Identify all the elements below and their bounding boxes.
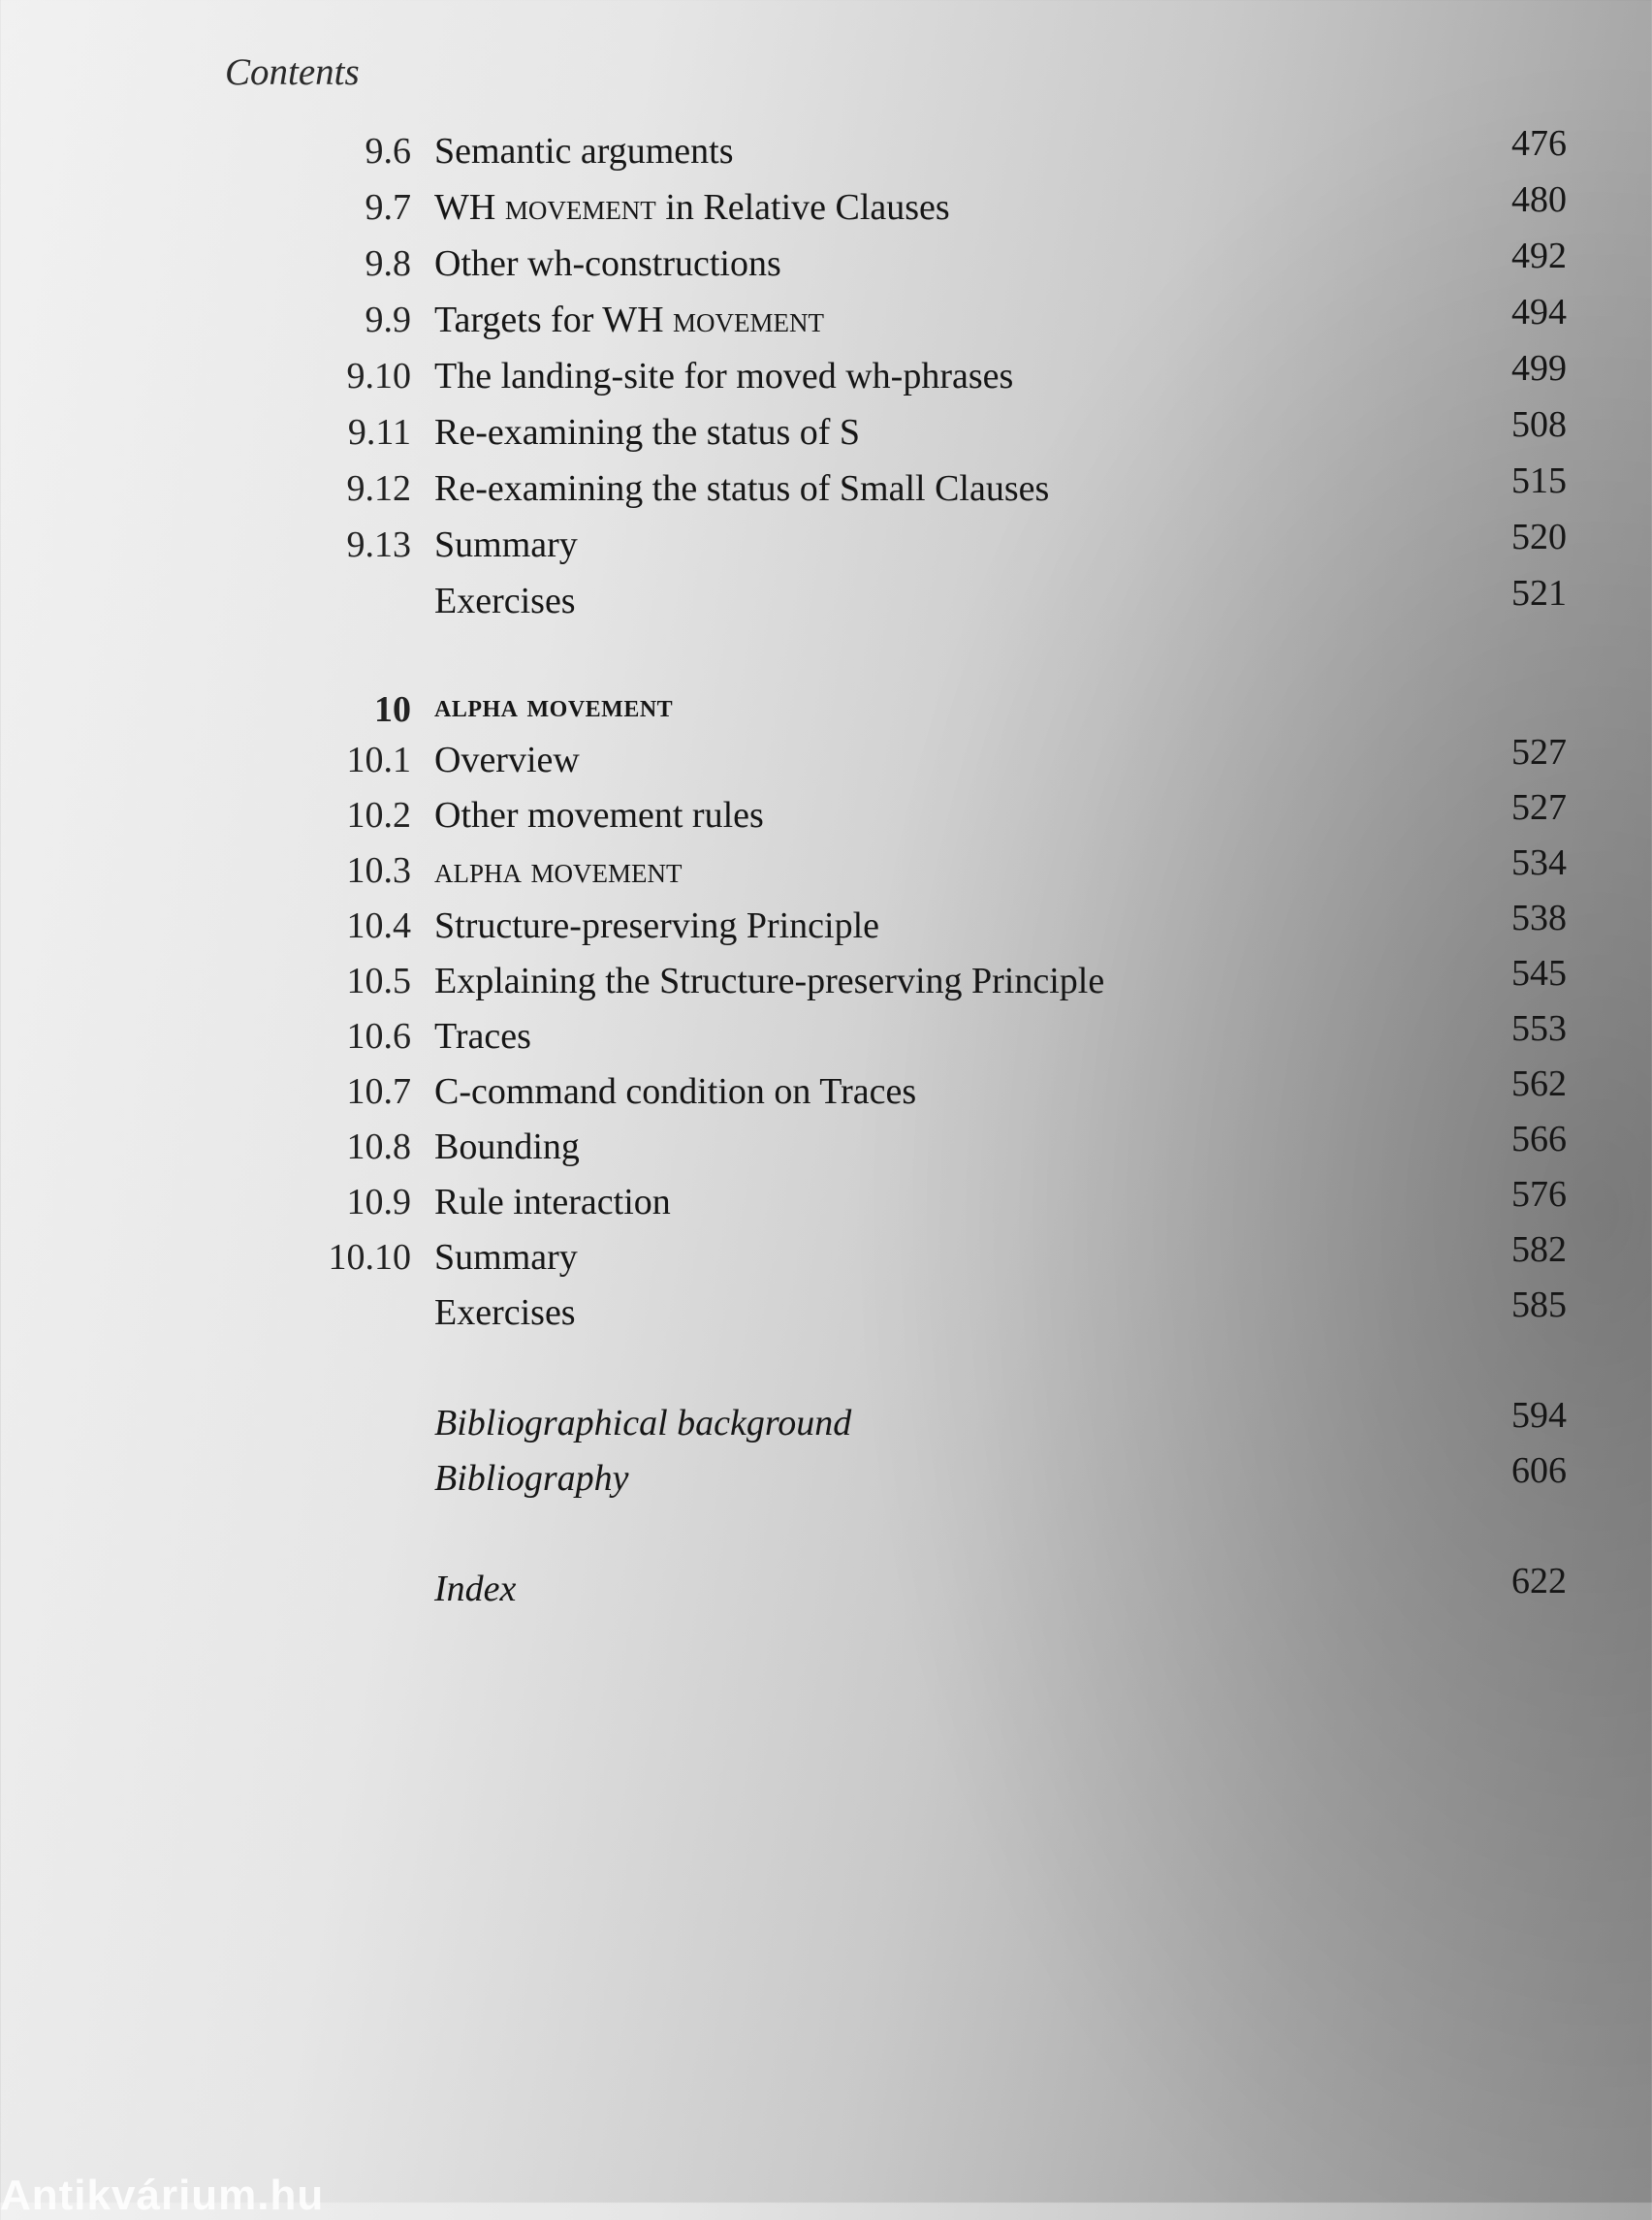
toc-entry-10-8 [0, 1119, 1652, 1176]
toc-entry-9-12 [0, 460, 1652, 518]
page-number: 566 [1511, 1119, 1567, 1159]
section-title: Other wh-constructions [434, 243, 781, 284]
toc-entry-10-2 [0, 787, 1652, 844]
section-title: Re-examining the status of Small Clauses [434, 468, 1050, 509]
section-number: 9.7 [365, 187, 411, 228]
page-number: 527 [1511, 732, 1567, 773]
toc-entry-9-6 [0, 123, 1652, 180]
section-number: 10.8 [346, 1126, 411, 1167]
section-title: Bibliographical background [434, 1403, 852, 1443]
section-number: 10.6 [346, 1016, 411, 1057]
section-title: C-command condition on Traces [434, 1071, 917, 1112]
section-title: Rule interaction [434, 1182, 671, 1222]
chapter-number: 10 [374, 689, 411, 730]
section-title: alpha movement [434, 850, 683, 891]
toc-chapter-10 [0, 688, 1652, 739]
section-number: 10.4 [346, 905, 411, 946]
section-number: 10.7 [346, 1071, 411, 1112]
page-number: 582 [1511, 1229, 1567, 1270]
page-number: 515 [1511, 460, 1567, 501]
toc-entry-10-6 [0, 1008, 1652, 1065]
section-number: 9.13 [346, 524, 411, 565]
title-small-caps: movement [673, 300, 825, 340]
section-title: Index [434, 1569, 517, 1609]
page-number: 492 [1511, 236, 1567, 276]
page-number: 534 [1511, 842, 1567, 883]
section-title: Exercises [434, 1292, 576, 1333]
section-number: 9.10 [346, 356, 411, 396]
section-number: 9.6 [365, 131, 411, 172]
section-number: 10.3 [346, 850, 411, 891]
running-head: Contents [225, 51, 360, 93]
toc-entry-index [0, 1561, 1652, 1618]
page-number: 562 [1511, 1063, 1567, 1104]
toc-entry-9-10 [0, 348, 1652, 405]
chapter-title: alpha movement [434, 688, 674, 724]
section-title: Structure-preserving Principle [434, 905, 880, 946]
page-number: 476 [1511, 123, 1567, 164]
page-number: 499 [1511, 348, 1567, 389]
section-title: Summary [434, 1237, 578, 1278]
watermark: Antikvárium.hu [0, 2172, 325, 2219]
page-number: 545 [1511, 953, 1567, 994]
toc-entry-10-3 [0, 842, 1652, 900]
page-number: 508 [1511, 404, 1567, 445]
section-title: Bounding [434, 1126, 580, 1167]
section-title: The landing-site for moved wh-phrases [434, 356, 1014, 396]
section-number: 10.10 [328, 1237, 411, 1278]
section-number: 9.11 [347, 412, 411, 453]
section-number: 10.5 [346, 961, 411, 1001]
page-number: 576 [1511, 1174, 1567, 1215]
section-number: 9.8 [365, 243, 411, 284]
page-number: 594 [1511, 1395, 1567, 1436]
section-title: Re-examining the status of S [434, 412, 861, 453]
page-number: 494 [1511, 292, 1567, 333]
toc-entry-10-10 [0, 1229, 1652, 1286]
page-number: 585 [1511, 1284, 1567, 1325]
toc-entry-10-4 [0, 898, 1652, 955]
toc-entry-10-9 [0, 1174, 1652, 1231]
section-title [434, 186, 950, 229]
page-number: 521 [1511, 573, 1567, 614]
section-title: Traces [434, 1016, 531, 1057]
page-number: 520 [1511, 517, 1567, 557]
section-title: Explaining the Structure-preserving Principle [434, 961, 1105, 1001]
title-part: in Relative Clauses [655, 187, 950, 228]
toc-entry-9-13 [0, 517, 1652, 574]
section-number: 10.2 [346, 795, 411, 836]
section-title: Overview [434, 740, 580, 780]
section-title: Bibliography [434, 1458, 629, 1499]
toc-entry-10-7 [0, 1063, 1652, 1121]
section-title [434, 299, 824, 341]
toc-entry-10-1 [0, 732, 1652, 789]
toc-entry-exercises [0, 1284, 1652, 1342]
toc-entry-9-7 [0, 179, 1652, 237]
title-part: Targets for WH [434, 300, 674, 340]
toc-entry-9-8 [0, 236, 1652, 293]
title-small-caps: movement [504, 187, 656, 228]
page-number: 553 [1511, 1008, 1567, 1049]
section-number: 9.9 [365, 300, 411, 340]
page-number: 622 [1511, 1561, 1567, 1602]
page-number: 538 [1511, 898, 1567, 938]
section-number: 9.12 [346, 468, 411, 509]
toc-entry-bibliographical-background [0, 1395, 1652, 1452]
section-number: 10.9 [346, 1182, 411, 1222]
title-part: WH [434, 187, 505, 228]
section-title: Summary [434, 524, 578, 565]
page-number: 480 [1511, 179, 1567, 220]
toc-entry-exercises [0, 573, 1652, 630]
section-title: Other movement rules [434, 795, 764, 836]
page-number: 527 [1511, 787, 1567, 828]
toc-entry-bibliography [0, 1450, 1652, 1507]
section-title: Semantic arguments [434, 131, 734, 172]
toc-entry-9-9 [0, 292, 1652, 349]
section-number: 10.1 [346, 740, 411, 780]
toc-entry-10-5 [0, 953, 1652, 1010]
section-title: Exercises [434, 581, 576, 621]
page-number: 606 [1511, 1450, 1567, 1491]
toc-entry-9-11 [0, 404, 1652, 461]
